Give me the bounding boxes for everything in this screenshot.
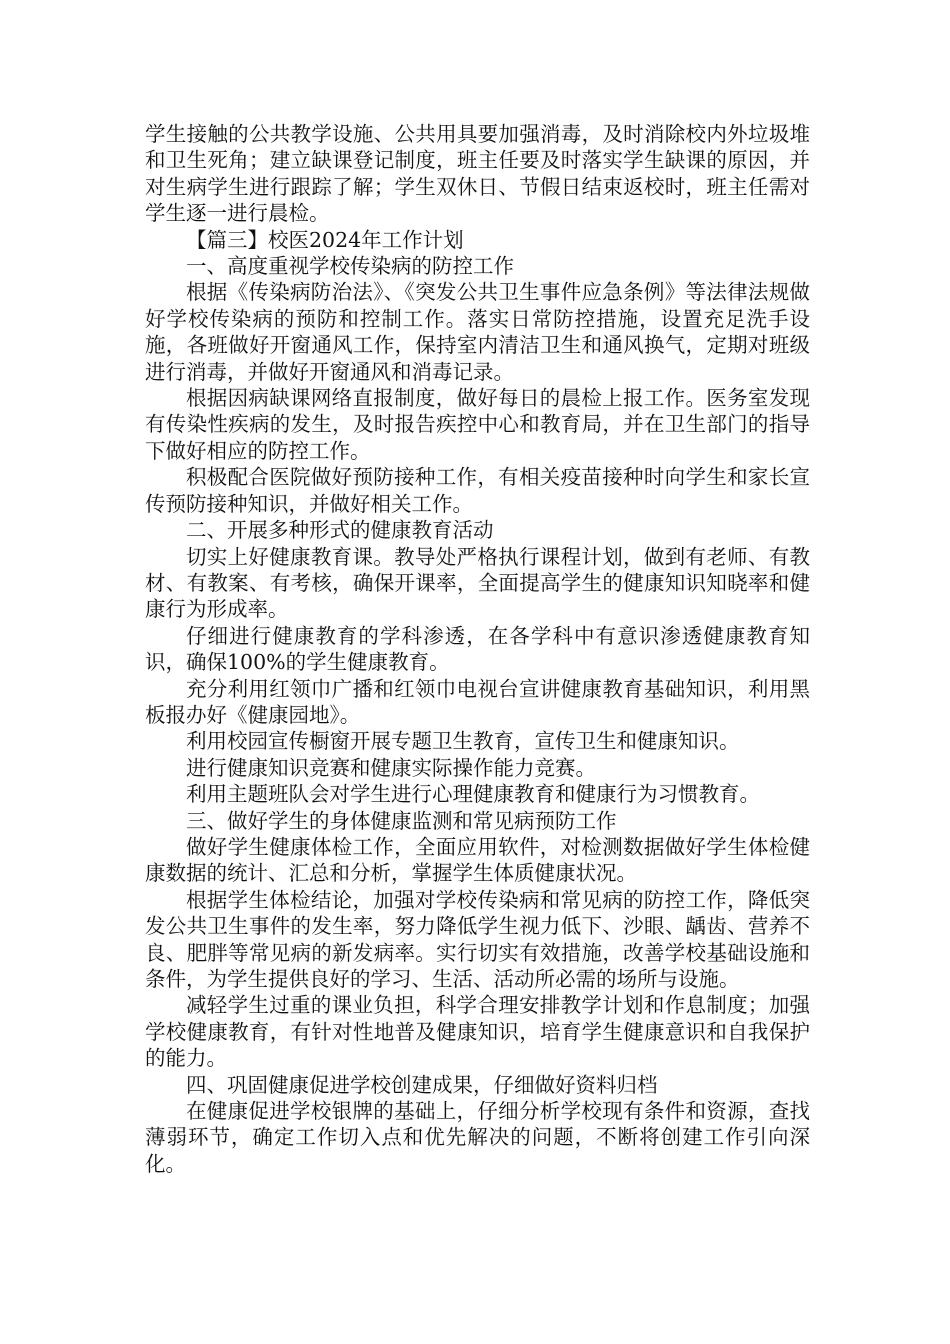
paragraph: 根据因病缺课网络直报制度，做好每日的晨检上报工作。医务室发现有传染性疾病的发生，及时报告疾控中心和教育局，并在卫生部门的指导下做好相应的防控工作。 <box>145 386 810 463</box>
document-body <box>145 121 810 1177</box>
heading-1: 一、高度重视学校传染病的防控工作 <box>186 254 514 279</box>
paragraph: 学生接触的公共教学设施、公共用具要加强消毒，及时消除校内外垃圾堆和卫生死角；建立缺课登记制度，班主任要及时落实学生缺课的原因，并对生病学生进行跟踪了解；学生双休日、节假日结束返校时，班主任需对学生逐一进行晨检。 <box>145 122 810 226</box>
heading-3: 三、做好学生的身体健康监测和常见病预防工作 <box>186 808 617 833</box>
paragraph: 仔细进行健康教育的学科渗透，在各学科中有意识渗透健康教育知识，确保100%的学生健康教育。 <box>145 623 810 675</box>
paragraph: 根据学生体检结论，加强对学校传染病和常见病的防控工作，降低突发公共卫生事件的发生率，努力降低学生视力低下、沙眼、龋齿、营养不良、肥胖等常见病的新发病率。实行切实有效措施，改善学校基础设施和条件，为学生提供良好的学习、生活、活动所必需的场所与设施。 <box>145 887 810 991</box>
paragraph: 利用校园宣传橱窗开展专题卫生教育，宣传卫生和健康知识。 <box>186 729 740 754</box>
paragraph: 利用主题班队会对学生进行心理健康教育和健康行为习惯教育。 <box>186 782 760 807</box>
paragraph: 进行健康知识竞赛和健康实际操作能力竞赛。 <box>186 755 596 780</box>
paragraph: 在健康促进学校银牌的基础上，仔细分析学校现有条件和资源，查找薄弱环节，确定工作切入点和优先解决的问题，不断将创建工作引向深化。 <box>145 1099 810 1176</box>
heading-2: 二、开展多种形式的健康教育活动 <box>186 518 494 543</box>
paragraph: 充分利用红领巾广播和红领巾电视台宣讲健康教育基础知识，利用黑板报办好《健康园地》。 <box>145 676 810 727</box>
paragraph: 减轻学生过重的课业负担，科学合理安排教学计划和作息制度；加强学校健康教育，有针对性地普及健康知识，培育学生健康意识和自我保护的能力。 <box>145 993 810 1071</box>
paragraph: 积极配合医院做好预防接种工作，有相关疫苗接种时向学生和家长宣传预防接种知识，并做好相关工作。 <box>145 465 810 516</box>
paragraph: 切实上好健康教育课。教导处严格执行课程计划，做到有老师、有教材、有教案、有考核，确保开课率，全面提高学生的健康知识知晓率和健康行为形成率。 <box>145 544 810 622</box>
heading-4: 四、巩固健康促进学校创建成果，仔细做好资料归档 <box>186 1072 658 1097</box>
section-title: 【篇三】校医2024年工作计划 <box>186 227 464 252</box>
paragraph: 根据《传染病防治法》、《突发公共卫生事件应急条例》等法律法规做好学校传染病的预防和控制工作。落实日常防控措施，设置充足洗手设施，各班做好开窗通风工作，保持室内清洁卫生和通风换气，定期对班级进行消毒，并做好开窗通风和消毒记录。 <box>145 280 810 384</box>
paragraph: 做好学生健康体检工作，全面应用软件，对检测数据做好学生体检健康数据的统计、汇总和分析，掌握学生体质健康状况。 <box>145 834 810 886</box>
